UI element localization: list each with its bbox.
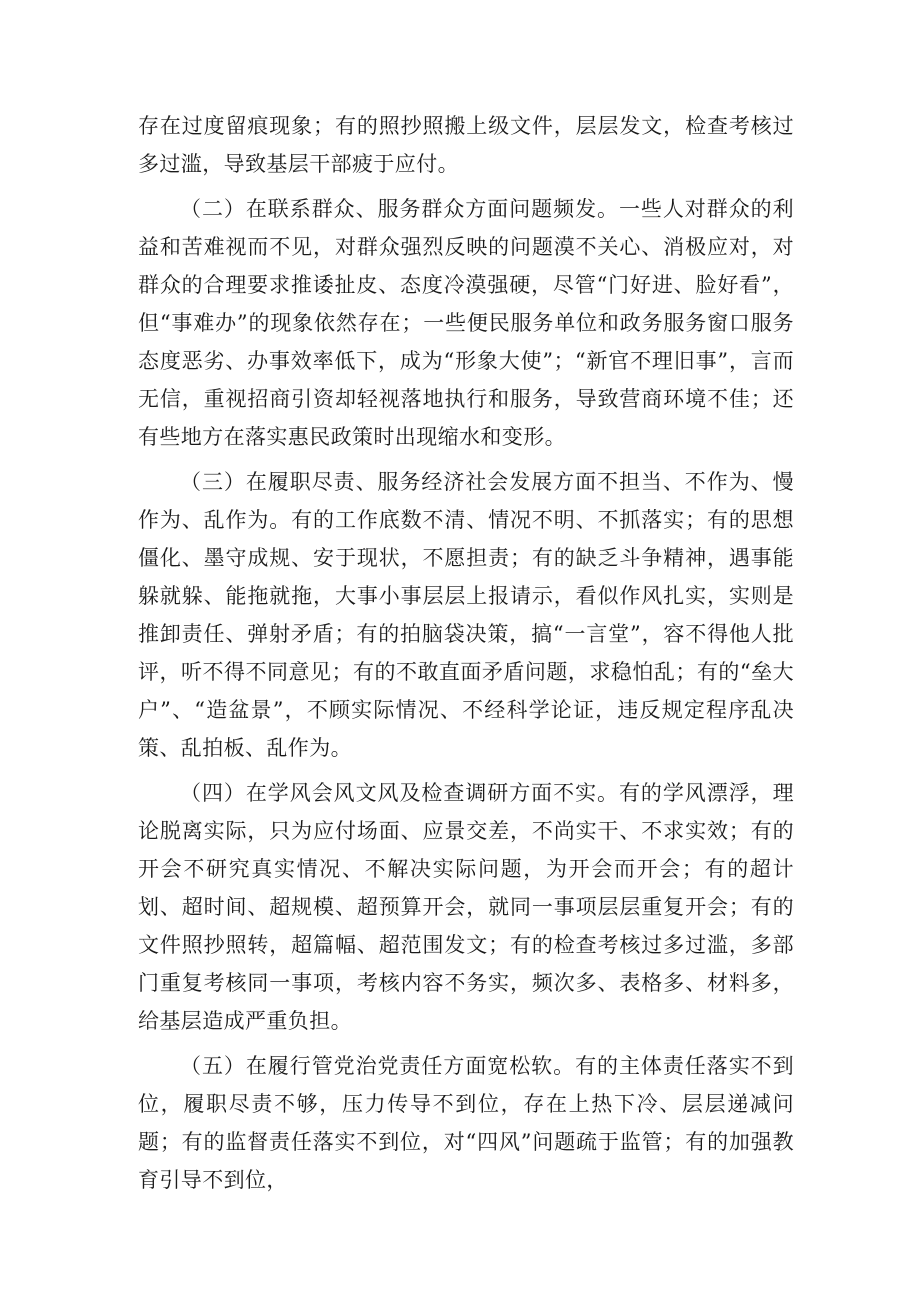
document-page — [138, 107, 794, 1199]
paragraph-continuation: 存在过度留痕现象；有的照抄照搬上级文件，层层发文，检查考核过多过滥，导致基层干部疲于应付。 — [138, 114, 794, 176]
paragraph-section-5: （五）在履行管党治党责任方面宽松软。有的主体责任落实不到位，履职尽责不够，压力传导不到位，存在上热下冷、层层递减问题；有的监督责任落实不到位，对“四风”问题疏于监管；有的加强教育引导不到位， — [138, 1054, 794, 1192]
paragraph-section-4: （四）在学风会风文风及检查调研方面不实。有的学风漂浮，理论脱离实际，只为应付场面、应景交差，不尚实干、不求实效；有的开会不研究真实情况、不解决实际问题，为开会而开会；有的超计划、超时间、超规模、超预算开会，就同一事项层层重复开会；有的文件照抄照转，超篇幅、超范围发文；有的检查考核过多过滥，多部门重复考核同一事项，考核内容不务实，频次多、表格多、材料多，给基层造成严重负担。 — [138, 781, 794, 1033]
paragraph-section-3: （三）在履职尽责、服务经济社会发展方面不担当、不作为、慢作为、乱作为。有的工作底数不清、情况不明、不抓落实；有的思想僵化、墨守成规、安于现状，不愿担责；有的缺乏斗争精神，遇事能躲就躲、能拖就拖，大事小事层层上报请示，看似作风扎实，实则是推卸责任、弹射矛盾；有的拍脑袋决策，搞“一言堂”，容不得他人批评，听不得不同意见；有的不敢直面矛盾问题，求稳怕乱；有的“垒大户”、“造盆景”，不顾实际情况、不经科学论证，违反规定程序乱决策、乱拍板、乱作为。 — [138, 470, 794, 760]
paragraph-section-2: （二）在联系群众、服务群众方面问题频发。一些人对群众的利益和苦难视而不见，对群众强烈反映的问题漠不关心、消极应对，对群众的合理要求推诿扯皮、态度冷漠强硬，尽管“门好进、脸好看”，但“事难办”的现象依然存在；一些便民服务单位和政务服务窗口服务态度恶劣、办事效率低下，成为“形象大使”；“新官不理旧事”，言而无信，重视招商引资却轻视落地执行和服务，导致营商环境不佳；还有些地方在落实惠民政策时出现缩水和变形。 — [138, 197, 794, 449]
